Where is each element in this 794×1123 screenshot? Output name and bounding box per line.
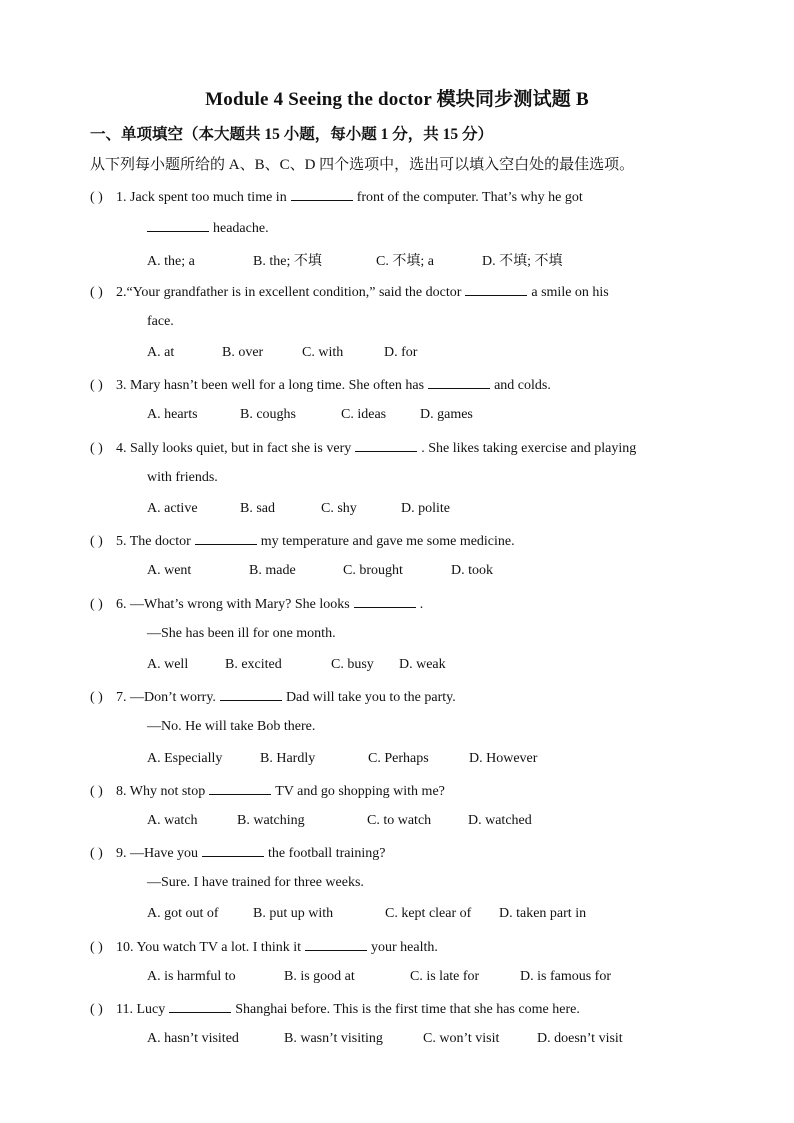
question-3 <box>90 376 551 394</box>
option-b: B. sad <box>240 501 275 516</box>
option-d: D. taken part in <box>499 906 587 921</box>
answer-blank <box>202 844 264 857</box>
question-text: your health. <box>371 940 438 955</box>
option-b: B. coughs <box>240 407 296 422</box>
option-c: C. to watch <box>367 813 432 828</box>
option-d: D. for <box>384 345 418 360</box>
question-1-options <box>147 250 563 270</box>
answer-blank <box>305 938 367 951</box>
question-6-options <box>147 657 446 673</box>
answer-paren: ( ) <box>90 285 103 300</box>
answer-blank <box>169 1000 231 1013</box>
question-number: 5. <box>116 534 127 549</box>
question-4-options <box>147 501 450 517</box>
question-7-cont <box>147 719 315 735</box>
question-number: 7. <box>116 690 127 705</box>
question-text: —Have you <box>130 846 199 861</box>
option-d: D. However <box>469 751 538 766</box>
answer-paren: ( ) <box>90 690 103 705</box>
question-text: —Don’t worry. <box>130 690 216 705</box>
question-text: You watch TV a lot. I think it <box>136 940 301 955</box>
option-a: A. got out of <box>147 906 219 921</box>
answer-blank <box>465 283 527 296</box>
option-c: C. Perhaps <box>368 751 429 766</box>
question-7-options <box>147 751 537 767</box>
question-number: 10. <box>116 940 134 955</box>
option-a: A. is harmful to <box>147 969 236 984</box>
option-b: B. put up with <box>253 906 334 921</box>
option-d: D. watched <box>468 813 532 828</box>
option-a: A. well <box>147 657 189 672</box>
question-text: . <box>419 597 424 612</box>
question-number: 4. <box>116 441 127 456</box>
question-text: Mary hasn’t been well for a long time. She often has <box>130 378 425 393</box>
option-b: B. wasn’t visiting <box>284 1031 383 1046</box>
question-11-options <box>147 1031 623 1047</box>
option-b: B. made <box>249 563 296 578</box>
question-number: 1. <box>116 190 127 205</box>
option-a: A. active <box>147 501 198 516</box>
option-c: C. ideas <box>341 407 387 422</box>
question-4-cont <box>147 470 218 486</box>
question-1-cont <box>147 219 269 237</box>
question-number: 3. <box>116 378 127 393</box>
option-c: C. with <box>302 345 344 360</box>
answer-blank <box>209 782 271 795</box>
option-d: D. weak <box>399 657 446 672</box>
option-c: C. brought <box>343 563 403 578</box>
question-text: TV and go shopping with me? <box>275 784 445 799</box>
question-text: —No. He will take Bob there. <box>147 719 316 734</box>
option-d: D. 不填; 不填 <box>482 254 563 269</box>
option-c: C. won’t visit <box>423 1031 500 1046</box>
question-5-options <box>147 563 493 579</box>
question-text: Sally looks quiet, but in fact she is very <box>130 441 352 456</box>
question-6 <box>90 595 423 613</box>
question-11 <box>90 1000 580 1018</box>
question-9-options <box>147 906 586 922</box>
option-d: D. took <box>451 563 493 578</box>
option-c: C. busy <box>331 657 374 672</box>
answer-blank <box>195 532 257 545</box>
answer-paren: ( ) <box>90 846 103 861</box>
question-number: 6. <box>116 597 127 612</box>
option-a: A. hearts <box>147 407 198 422</box>
question-text: Jack spent too much time in <box>130 190 287 205</box>
answer-blank <box>428 376 490 389</box>
option-b: B. the; 不填 <box>253 254 322 269</box>
answer-paren: ( ) <box>90 940 103 955</box>
question-8 <box>90 782 445 800</box>
question-8-options <box>147 813 532 829</box>
answer-blank <box>355 439 417 452</box>
question-1 <box>90 188 583 206</box>
question-text: Shanghai before. This is the first time that she has come here. <box>235 1002 580 1017</box>
option-b: B. over <box>222 345 264 360</box>
option-a: A. the; a <box>147 254 195 269</box>
question-text: face. <box>147 314 174 329</box>
option-c: C. shy <box>321 501 357 516</box>
page-title: Module 4 Seeing the doctor 模块同步测试题 B <box>205 89 589 110</box>
option-a: A. went <box>147 563 192 578</box>
option-b: B. excited <box>225 657 282 672</box>
question-2-cont <box>147 314 174 330</box>
option-a: A. Especially <box>147 751 223 766</box>
question-text: —What’s wrong with Mary? She looks <box>130 597 350 612</box>
question-5 <box>90 532 515 550</box>
option-a: A. hasn’t visited <box>147 1031 239 1046</box>
question-number: 2. <box>116 285 127 300</box>
option-d: D. polite <box>401 501 450 516</box>
option-c: C. kept clear of <box>385 906 472 921</box>
answer-blank <box>354 595 416 608</box>
answer-paren: ( ) <box>90 1002 103 1017</box>
question-10 <box>90 938 438 956</box>
question-text: Dad will take you to the party. <box>285 690 456 705</box>
option-c: C. 不填; a <box>376 254 434 269</box>
question-text: and colds. <box>494 378 551 393</box>
answer-blank <box>147 219 209 232</box>
option-b: B. is good at <box>284 969 355 984</box>
question-10-options <box>147 969 611 985</box>
option-a: A. at <box>147 345 175 360</box>
question-number: 8. <box>116 784 127 799</box>
question-text: headache. <box>213 221 269 236</box>
question-9-cont <box>147 875 364 891</box>
question-text: —She has been ill for one month. <box>147 626 336 641</box>
option-d: D. games <box>420 407 473 422</box>
question-text: . She likes taking exercise and playing <box>421 441 637 456</box>
question-4 <box>90 439 636 457</box>
question-number: 9. <box>116 846 127 861</box>
option-a: A. watch <box>147 813 198 828</box>
answer-paren: ( ) <box>90 597 103 612</box>
question-text: a smile on his <box>531 285 609 300</box>
question-text: the football training? <box>268 846 386 861</box>
answer-paren: ( ) <box>90 378 103 393</box>
answer-blank <box>220 688 282 701</box>
question-text: my temperature and gave me some medicine. <box>260 534 515 549</box>
instruction-text: 从下列每小题所给的 A、B、C、D 四个选项中，选出可以填入空白处的最佳选项。 <box>90 157 635 173</box>
option-b: B. Hardly <box>260 751 316 766</box>
question-text: “Your grandfather is in excellent condition,” said the doctor <box>126 285 462 300</box>
question-number: 11. <box>116 1002 133 1017</box>
option-c: C. is late for <box>410 969 480 984</box>
question-text: The doctor <box>129 534 191 549</box>
question-3-options <box>147 407 473 423</box>
question-text: with friends. <box>147 470 218 485</box>
question-9 <box>90 844 385 862</box>
question-7 <box>90 688 456 706</box>
question-2-options <box>147 345 417 361</box>
question-text: —Sure. I have trained for three weeks. <box>147 875 364 890</box>
question-text: Lucy <box>136 1002 166 1017</box>
question-text: front of the computer. That’s why he got <box>356 190 583 205</box>
option-d: D. doesn’t visit <box>537 1031 623 1046</box>
answer-blank <box>291 188 353 201</box>
option-b: B. watching <box>237 813 305 828</box>
answer-paren: ( ) <box>90 534 103 549</box>
question-2 <box>90 283 609 301</box>
answer-paren: ( ) <box>90 784 103 799</box>
answer-paren: ( ) <box>90 190 103 205</box>
question-text: Why not stop <box>129 784 206 799</box>
question-6-cont <box>147 626 336 642</box>
section-heading: 一、单项填空（本大题共 15 小题，每小题 1 分，共 15 分） <box>90 126 494 143</box>
option-d: D. is famous for <box>520 969 611 984</box>
answer-paren: ( ) <box>90 441 103 456</box>
